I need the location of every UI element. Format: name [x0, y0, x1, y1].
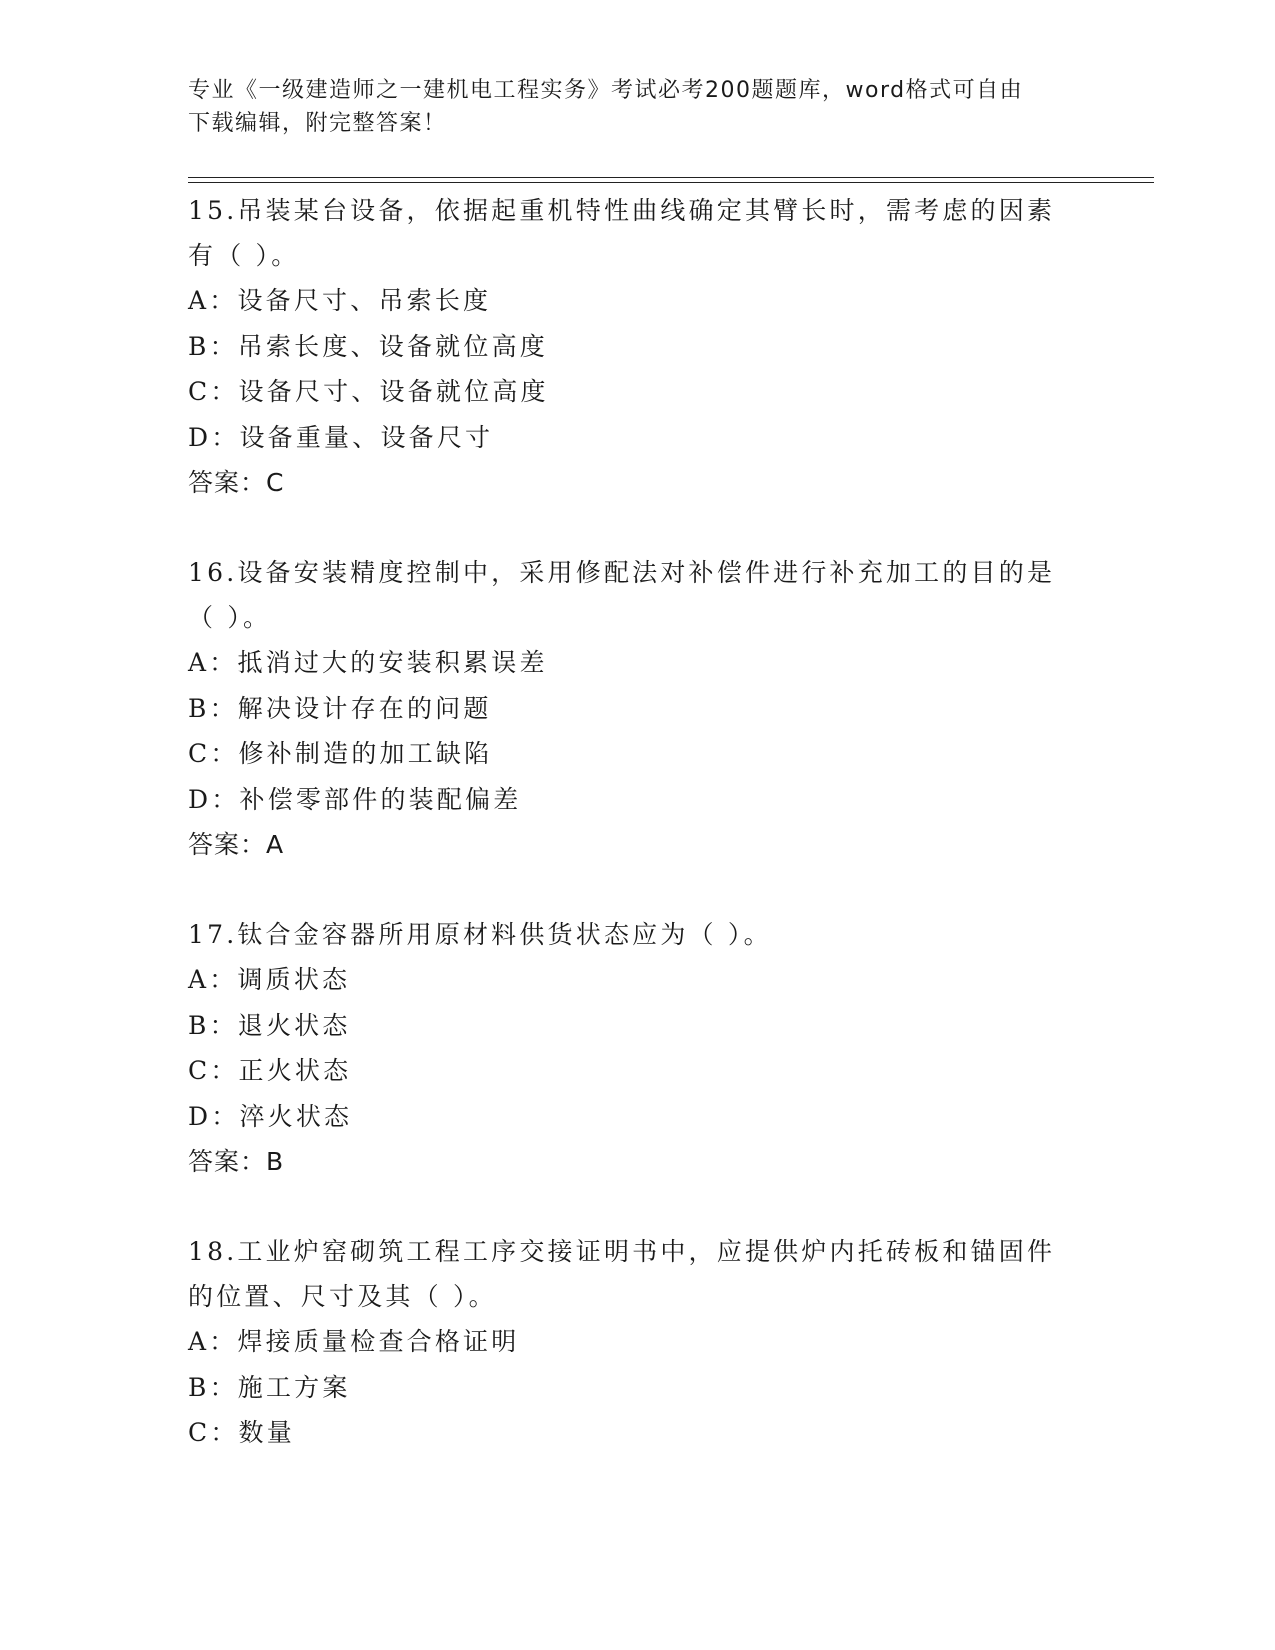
option-a: A：调质状态 [188, 965, 351, 994]
question-stem: 17.钛合金容器所用原材料供货状态应为（ ）。 [188, 920, 772, 949]
option-b: B：施工方案 [188, 1372, 351, 1402]
question-stem: 16.设备安装精度控制中，采用修配法对补偿件进行补充加工的目的是 [188, 558, 1056, 587]
question-16 [188, 550, 1088, 867]
option-b: B：退火状态 [188, 1010, 351, 1040]
option-a: A：焊接质量检查合格证明 [188, 1327, 520, 1356]
option-c: C：正火状态 [188, 1056, 352, 1085]
answer: 答案：A [188, 830, 285, 859]
answer: 答案：B [188, 1147, 285, 1176]
question-stem: 15.吊装某台设备，依据起重机特性曲线确定其臂长时，需考虑的因素 [188, 196, 1056, 225]
question-spacer [188, 1184, 1088, 1229]
question-stem-continued: 的位置、尺寸及其（ ）。 [188, 1282, 497, 1311]
header-divider-top [188, 177, 1154, 178]
option-a: A：抵消过大的安装积累误差 [188, 648, 548, 677]
question-stem: 18.工业炉窑砌筑工程工序交接证明书中，应提供炉内托砖板和锚固件 [188, 1237, 1056, 1266]
question-17 [188, 912, 1088, 1184]
answer: 答案：C [188, 468, 285, 497]
header-line-2: 下载编辑，附完整答案！ [188, 111, 447, 136]
question-list [188, 188, 1088, 1456]
question-18 [188, 1229, 1088, 1456]
option-d: D：设备重量、设备尺寸 [188, 422, 494, 452]
option-d: D：补偿零部件的装配偏差 [188, 784, 522, 814]
header-line-1: 专业《一级建造师之一建机电工程实务》考试必考200题题库，word格式可自由 [188, 78, 1024, 103]
option-d: D：淬火状态 [188, 1101, 353, 1131]
question-15 [188, 188, 1088, 505]
option-c: C：数量 [188, 1418, 295, 1447]
question-spacer [188, 867, 1088, 912]
question-spacer [188, 505, 1088, 550]
option-b: B：吊索长度、设备就位高度 [188, 331, 548, 361]
option-c: C：修补制造的加工缺陷 [188, 739, 493, 768]
option-b: B：解决设计存在的问题 [188, 693, 492, 723]
question-stem-continued: （ ）。 [188, 603, 272, 632]
question-stem-continued: 有（ ）。 [188, 241, 300, 270]
document-header [188, 74, 1088, 140]
option-a: A：设备尺寸、吊索长度 [188, 286, 492, 315]
option-c: C：设备尺寸、设备就位高度 [188, 377, 549, 406]
header-divider-bottom [188, 182, 1154, 183]
